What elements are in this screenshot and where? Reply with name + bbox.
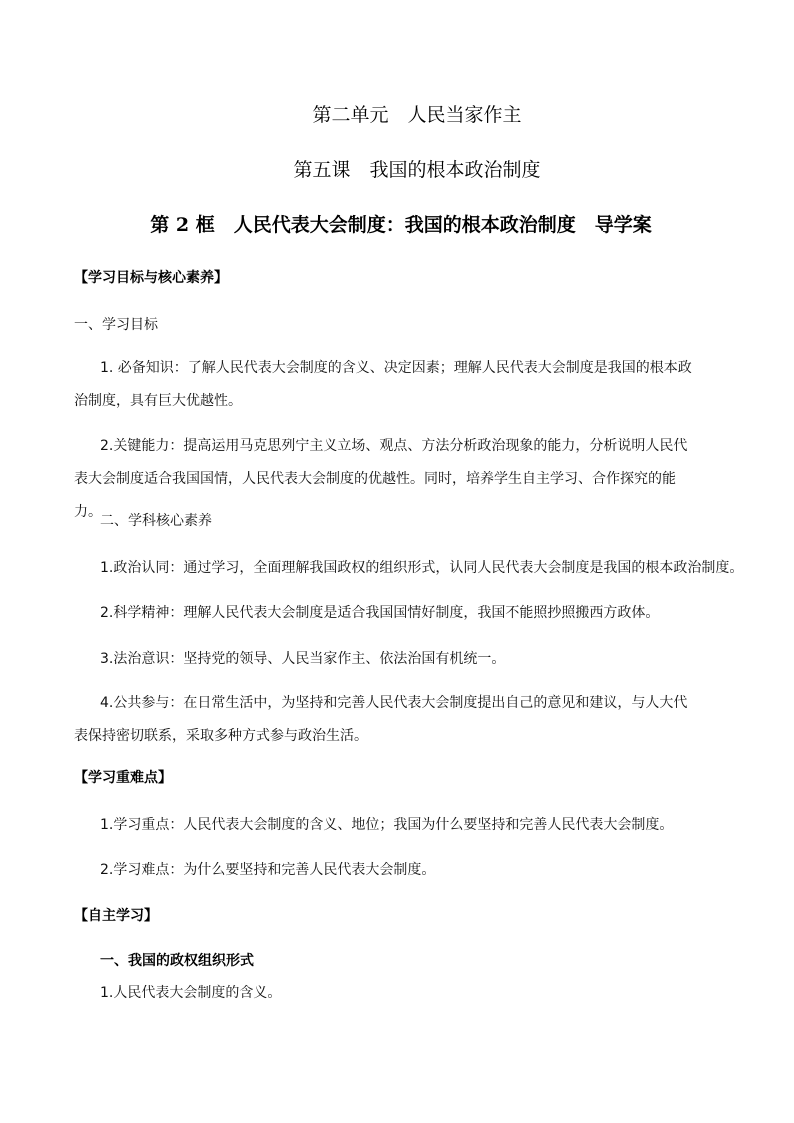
literacy-item-3: 3.法治意识：坚持党的领导、人民当家作主、依法治国有机统一。 (100, 651, 506, 667)
unit-title: 第二单元 人民当家作主 (312, 104, 522, 126)
goal-item-2: 2.关键能力：提高运用马克思列宁主义立场、观点、方法分析政治现象的能力，分析说明人民代表大会制度适合我国国情，人民代表大会制度的优越性。同时，培养学生自主学习、合作探究的能力。 (74, 438, 688, 520)
goals-section-heading: 【学习目标与核心素养】 (74, 270, 228, 286)
frame-title: 第 2 框 人民代表大会制度：我国的根本政治制度 导学案 (150, 214, 652, 236)
self-study-item-1: 1.人民代表大会制度的含义。 (100, 985, 282, 1001)
key-point-item-1: 1.学习重点：人民代表大会制度的含义、地位；我国为什么要坚持和完善人民代表大会制度。 (100, 817, 674, 833)
lesson-title: 第五课 我国的根本政治制度 (293, 159, 541, 181)
self-study-subheading: 一、我国的政权组织形式 (100, 953, 254, 969)
key-points-heading: 【学习重难点】 (74, 770, 172, 786)
goal-item-1: 1. 必备知识：了解人民代表大会制度的含义、决定因素；理解人民代表大会制度是我国的根本政治制度，具有巨大优越性。 (74, 360, 692, 409)
self-study-heading: 【自主学习】 (74, 908, 158, 924)
goals-subheading-1: 一、学习目标 (74, 317, 158, 333)
literacy-item-4: 4.公共参与：在日常生活中，为坚持和完善人民代表大会制度提出自己的意见和建议，与人大代表保持密切联系，采取多种方式参与政治生活。 (74, 695, 688, 744)
literacy-item-2: 2.科学精神：理解人民代表大会制度是适合我国国情好制度，我国不能照抄照搬西方政体。 (100, 605, 660, 621)
key-point-item-2: 2.学习难点：为什么要坚持和完善人民代表大会制度。 (100, 862, 436, 878)
literacy-item-1: 1.政治认同：通过学习，全面理解我国政权的组织形式，认同人民代表大会制度是我国的根本政治制度。 (100, 560, 744, 576)
goals-subheading-2: 二、学科核心素养 (100, 513, 212, 529)
